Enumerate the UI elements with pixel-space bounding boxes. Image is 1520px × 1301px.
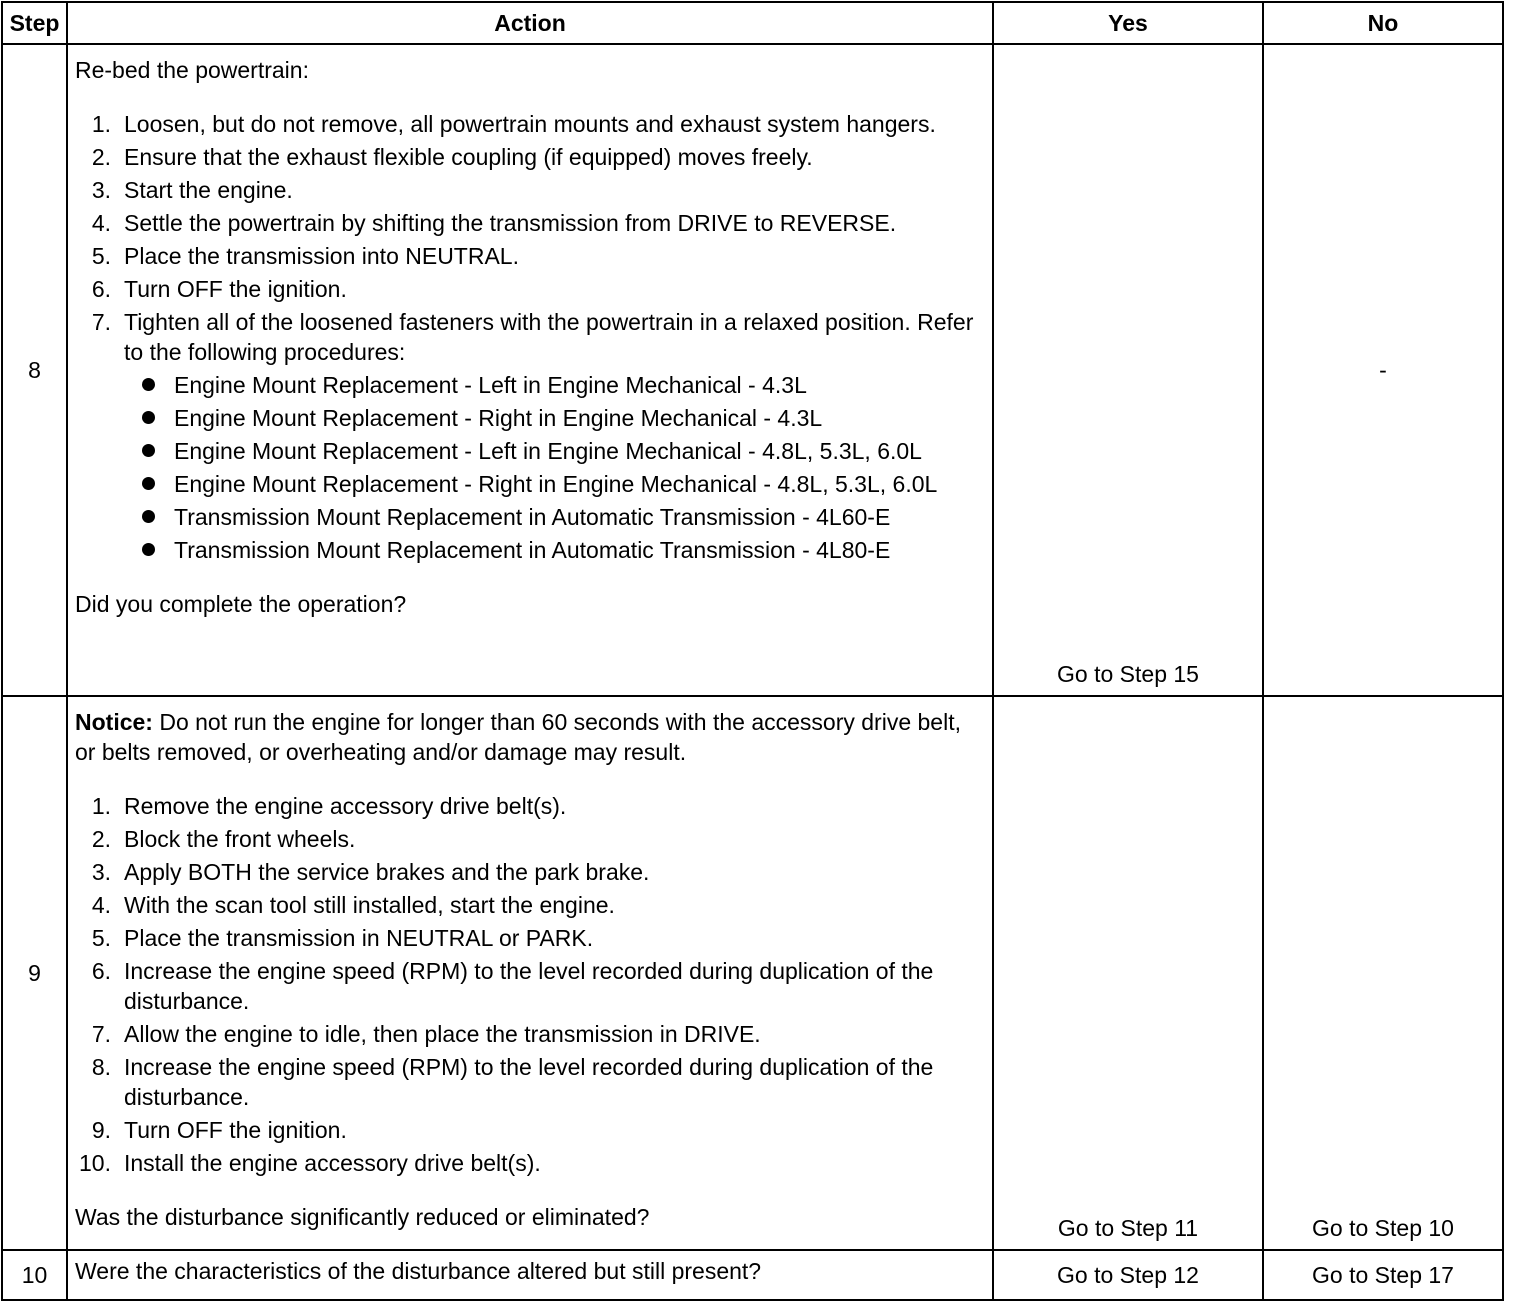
bullet-icon — [142, 378, 155, 391]
reference-link[interactable]: Transmission Mount Replacement in Automatic Transmission - 4L60-E — [174, 504, 891, 530]
step-text: Apply BOTH the service brakes and the park brake. — [124, 859, 650, 885]
step-text: Allow the engine to idle, then place the transmission in DRIVE. — [124, 1021, 761, 1047]
notice-text: Do not run the engine for longer than 60 seconds with the accessory drive belt, or belts removed, or overheating and/or damage may result. — [75, 709, 961, 765]
reference-list — [124, 370, 984, 565]
no-cell: - — [1263, 44, 1503, 696]
procedure-step — [75, 956, 984, 1016]
bullet-icon — [142, 510, 155, 523]
header-row — [2, 2, 1503, 44]
step-number: 8 — [2, 44, 67, 696]
procedure-step — [75, 1052, 984, 1112]
procedure-step — [75, 307, 984, 565]
reference-item — [124, 403, 984, 433]
bullet-icon — [142, 444, 155, 457]
action-cell — [67, 696, 993, 1250]
procedure-step — [75, 890, 984, 920]
step-number: 9 — [2, 696, 67, 1250]
step-text: Install the engine accessory drive belt(s). — [124, 1150, 541, 1176]
step-index: 7. — [91, 1021, 111, 1047]
header-yes: Yes — [993, 2, 1263, 44]
table-row-step-8 — [2, 44, 1503, 696]
reference-item — [124, 436, 984, 466]
yes-cell: Go to Step 15 — [993, 44, 1263, 696]
step-text: Place the transmission into NEUTRAL. — [124, 243, 519, 269]
procedure-step — [75, 175, 984, 205]
procedure-list — [75, 791, 984, 1178]
reference-link[interactable]: Engine Mount Replacement - Left in Engine Mechanical - 4.8L, 5.3L, 6.0L — [174, 438, 922, 464]
step-index: 9. — [91, 1117, 111, 1143]
action-intro: Re-bed the powertrain: — [75, 57, 309, 83]
reference-link[interactable]: Transmission Mount Replacement in Automatic Transmission - 4L80-E — [174, 537, 891, 563]
procedure-step — [75, 274, 984, 304]
step-text: Increase the engine speed (RPM) to the level recorded during duplication of the disturbance. — [124, 958, 934, 1014]
procedure-step — [75, 1019, 984, 1049]
reference-item — [124, 370, 984, 400]
table-row-step-10 — [2, 1250, 1503, 1300]
question-text: Were the characteristics of the disturbance altered but still present? — [75, 1258, 762, 1284]
step-text: Tighten all of the loosened fasteners with the powertrain in a relaxed position. Refer to the following procedures: — [124, 309, 974, 365]
table-row-step-9 — [2, 696, 1503, 1250]
reference-item — [124, 502, 984, 532]
procedure-step — [75, 1115, 984, 1145]
header-action: Action — [67, 2, 993, 44]
step-index: 4. — [91, 210, 111, 236]
question-text: Did you complete the operation? — [75, 591, 407, 617]
step-text: Block the front wheels. — [124, 826, 356, 852]
step-text: With the scan tool still installed, start the engine. — [124, 892, 615, 918]
question-text: Was the disturbance significantly reduced or eliminated? — [75, 1204, 650, 1230]
no-cell: Go to Step 17 — [1263, 1250, 1503, 1300]
step-text: Settle the powertrain by shifting the transmission from DRIVE to REVERSE. — [124, 210, 897, 236]
procedure-step — [75, 142, 984, 172]
step-index: 4. — [91, 892, 111, 918]
reference-link[interactable]: Engine Mount Replacement - Right in Engine Mechanical - 4.3L — [174, 405, 823, 431]
procedure-list — [75, 109, 984, 565]
procedure-step — [75, 857, 984, 887]
step-index: 7. — [91, 309, 111, 335]
step-index: 6. — [91, 276, 111, 302]
procedure-step — [75, 1148, 984, 1178]
step-index: 2. — [91, 826, 111, 852]
procedure-step — [75, 241, 984, 271]
step-text: Place the transmission in NEUTRAL or PARK. — [124, 925, 594, 951]
step-text: Turn OFF the ignition. — [124, 1117, 347, 1143]
procedure-step — [75, 923, 984, 953]
procedure-step — [75, 791, 984, 821]
step-index: 2. — [91, 144, 111, 170]
reference-link[interactable]: Engine Mount Replacement - Right in Engine Mechanical - 4.8L, 5.3L, 6.0L — [174, 471, 938, 497]
step-index: 8. — [91, 1054, 111, 1080]
reference-item — [124, 469, 984, 499]
step-text: Remove the engine accessory drive belt(s). — [124, 793, 567, 819]
header-no: No — [1263, 2, 1503, 44]
step-index: 3. — [91, 177, 111, 203]
step-number: 10 — [2, 1250, 67, 1300]
bullet-icon — [142, 543, 155, 556]
diagnostic-table — [1, 1, 1504, 1301]
step-text: Start the engine. — [124, 177, 293, 203]
no-cell: Go to Step 10 — [1263, 696, 1503, 1250]
reference-item — [124, 535, 984, 565]
notice-block — [75, 707, 984, 767]
step-text: Turn OFF the ignition. — [124, 276, 347, 302]
notice-label: Notice: — [75, 709, 153, 735]
action-cell — [67, 44, 993, 696]
step-text: Ensure that the exhaust flexible coupling (if equipped) moves freely. — [124, 144, 813, 170]
procedure-step — [75, 109, 984, 139]
bullet-icon — [142, 411, 155, 424]
header-step: Step — [2, 2, 67, 44]
step-index: 5. — [91, 243, 111, 269]
step-text: Increase the engine speed (RPM) to the level recorded during duplication of the disturbance. — [124, 1054, 934, 1110]
procedure-step — [75, 208, 984, 238]
bullet-icon — [142, 477, 155, 490]
step-index: 10. — [79, 1150, 111, 1176]
step-index: 3. — [91, 859, 111, 885]
yes-cell: Go to Step 12 — [993, 1250, 1263, 1300]
step-index: 1. — [91, 111, 111, 137]
action-cell — [67, 1250, 993, 1300]
yes-cell: Go to Step 11 — [993, 696, 1263, 1250]
step-index: 6. — [91, 958, 111, 984]
procedure-step — [75, 824, 984, 854]
step-index: 5. — [91, 925, 111, 951]
step-index: 1. — [91, 793, 111, 819]
reference-link[interactable]: Engine Mount Replacement - Left in Engine Mechanical - 4.3L — [174, 372, 807, 398]
step-text: Loosen, but do not remove, all powertrain mounts and exhaust system hangers. — [124, 111, 936, 137]
